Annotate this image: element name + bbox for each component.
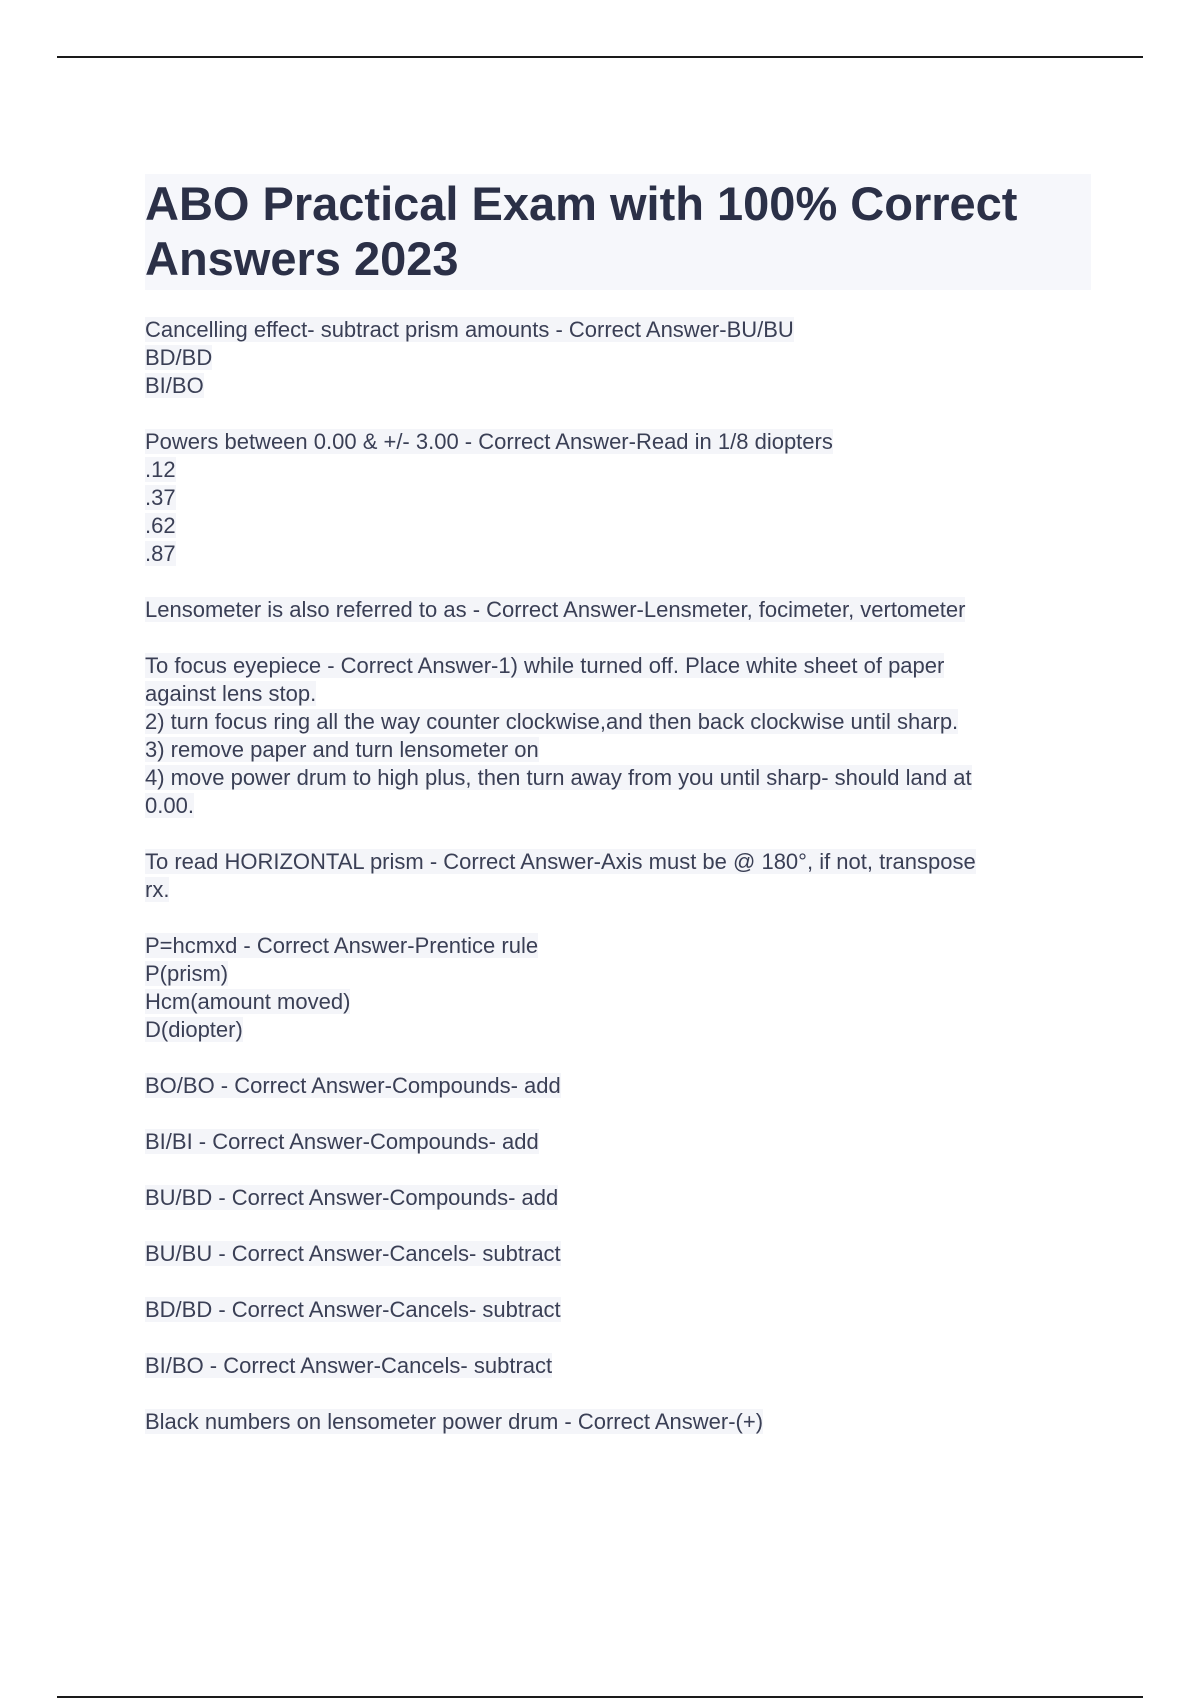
qa-line [145, 960, 1091, 988]
qa-line [145, 512, 1091, 540]
qa-entry [145, 316, 1091, 400]
qa-entry [145, 596, 1091, 624]
qa-line-text: P=hcmxd - Correct Answer-Prentice rule [145, 933, 539, 958]
qa-line [145, 792, 1091, 820]
qa-line-text: 2) turn focus ring all the way counter clockwise,and then back clockwise until sharp. [145, 709, 959, 734]
qa-line-text: BI/BO [145, 373, 204, 398]
qa-line-text: BD/BD [145, 345, 213, 370]
qa-line-text: BO/BO - Correct Answer-Compounds- add [145, 1073, 561, 1098]
qa-line [145, 764, 1091, 792]
qa-line-text: BI/BO - Correct Answer-Cancels- subtract [145, 1353, 553, 1378]
qa-line-text: Powers between 0.00 & +/- 3.00 - Correct Answer-Read in 1/8 diopters [145, 429, 833, 454]
qa-line [145, 1128, 1091, 1156]
qa-line [145, 736, 1091, 764]
qa-line-text: .87 [145, 541, 176, 566]
qa-line [145, 932, 1091, 960]
qa-line [145, 876, 1091, 904]
qa-line-text: BI/BI - Correct Answer-Compounds- add [145, 1129, 539, 1154]
qa-line-text: To focus eyepiece - Correct Answer-1) while turned off. Place white sheet of paper [145, 653, 945, 678]
qa-line [145, 484, 1091, 512]
qa-line [145, 428, 1091, 456]
qa-line [145, 540, 1091, 568]
qa-entry [145, 1128, 1091, 1156]
qa-entry [145, 1184, 1091, 1212]
qa-line-text: 4) move power drum to high plus, then turn away from you until sharp- should land at [145, 765, 972, 790]
qa-line-text: 3) remove paper and turn lensometer on [145, 737, 539, 762]
qa-line-text: BD/BD - Correct Answer-Cancels- subtract [145, 1297, 561, 1322]
qa-line [145, 1240, 1091, 1268]
qa-line [145, 652, 1091, 680]
qa-line [145, 1352, 1091, 1380]
qa-line-text: D(diopter) [145, 1017, 243, 1042]
qa-line [145, 708, 1091, 736]
qa-line [145, 848, 1091, 876]
qa-line-text: Lensometer is also referred to as - Correct Answer-Lensmeter, focimeter, vertometer [145, 597, 966, 622]
qa-line [145, 372, 1091, 400]
qa-line [145, 1408, 1091, 1436]
qa-entry [145, 1352, 1091, 1380]
qa-line-text: .62 [145, 513, 176, 538]
qa-line-text: Hcm(amount moved) [145, 989, 351, 1014]
qa-entry [145, 848, 1091, 904]
qa-entry [145, 428, 1091, 568]
qa-line-text: against lens stop. [145, 681, 317, 706]
qa-line-text: rx. [145, 877, 170, 902]
qa-line-text: To read HORIZONTAL prism - Correct Answer-Axis must be @ 180°, if not, transpose [145, 849, 976, 874]
qa-line-text: 0.00. [145, 793, 194, 818]
qa-entry [145, 1296, 1091, 1324]
qa-line [145, 456, 1091, 484]
qa-entry [145, 1072, 1091, 1100]
qa-line [145, 316, 1091, 344]
title-block [145, 174, 1091, 290]
qa-line-text: BU/BD - Correct Answer-Compounds- add [145, 1185, 559, 1210]
qa-line-text: Black numbers on lensometer power drum - Correct Answer-(+) [145, 1409, 764, 1434]
qa-entry [145, 1240, 1091, 1268]
qa-list [145, 316, 1091, 1436]
qa-line [145, 988, 1091, 1016]
qa-entry [145, 652, 1091, 820]
qa-line-text: .37 [145, 485, 176, 510]
qa-line [145, 1184, 1091, 1212]
qa-entry [145, 1408, 1091, 1436]
qa-line-text: BU/BU - Correct Answer-Cancels- subtract [145, 1241, 561, 1266]
document-title: ABO Practical Exam with 100% Correct Answers 2023 [145, 177, 1018, 285]
qa-line-text: .12 [145, 457, 176, 482]
qa-line [145, 596, 1091, 624]
bottom-rule [57, 1696, 1143, 1698]
qa-line-text: Cancelling effect- subtract prism amounts - Correct Answer-BU/BU [145, 317, 794, 342]
qa-line [145, 1016, 1091, 1044]
qa-line-text: P(prism) [145, 961, 229, 986]
top-rule [57, 56, 1143, 58]
document-body [145, 174, 1091, 1464]
qa-line [145, 680, 1091, 708]
qa-entry [145, 932, 1091, 1044]
qa-line [145, 1296, 1091, 1324]
qa-line [145, 1072, 1091, 1100]
qa-line [145, 344, 1091, 372]
